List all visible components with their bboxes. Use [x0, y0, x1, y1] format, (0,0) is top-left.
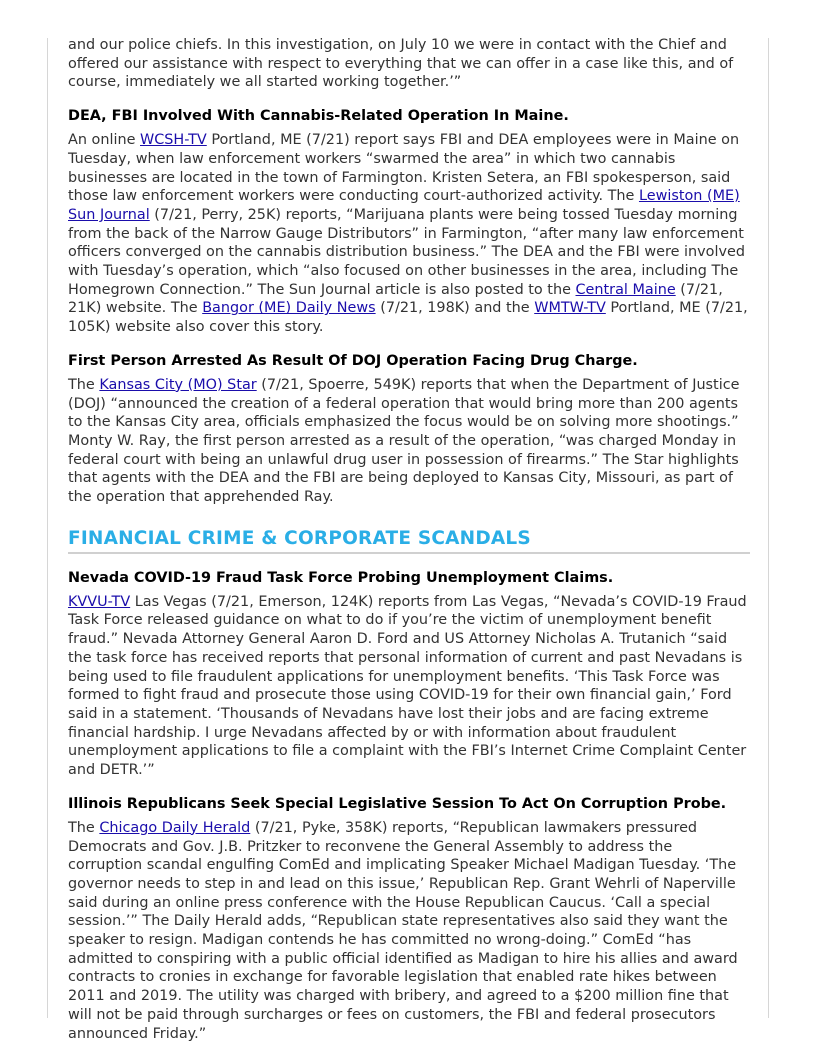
article-text: The — [68, 376, 100, 393]
article — [68, 569, 750, 795]
article — [68, 795, 750, 1058]
article-headline: Nevada COVID-19 Fraud Task Force Probing Unemployment Claims. — [68, 569, 614, 586]
article-text: An online — [68, 132, 141, 149]
source-link[interactable]: Central Maine — [575, 281, 676, 298]
article-body — [68, 819, 750, 1043]
source-link[interactable]: KVVU-TV — [68, 593, 131, 610]
article-list-bottom — [68, 569, 750, 1058]
article-text: Las Vegas (7/21, Emerson, 124K) reports from Las Vegas, “Nevada’s COVID-19 Fraud Task Force released guidance on what to do if you’re the victim of unemployment benefit fraud.” Nevada Attorney General Aaron D. Ford and US Attorney Nicholas A. Trutanich “said the task force has received reports that personal information of current and past Nevadans is being used to file fraudulent applications for unemployment benefits. ‘This Task Force was formed to fight fraud and prosecute those using COVID-19 for their own financial gain,’ Ford said in a statement. ‘Thousands of Nevadans have lost their jobs and are facing extreme financial hardship. I urge Nevadans affected by or with information about fraudulent unemployment applications to file a complaint with the FBI’s Internet Crime Complaint Center and DETR.’” — [68, 593, 747, 779]
article-text: (7/21, 198K) and the — [375, 300, 535, 317]
section-title: FINANCIAL CRIME & CORPORATE SCANDALS — [68, 528, 750, 554]
source-link[interactable]: WMTW-TV — [534, 300, 606, 317]
article-text: (7/21, 21K) website. The — [68, 281, 723, 317]
source-link[interactable]: Lewiston (ME) Sun Journal — [68, 188, 740, 223]
source-link[interactable]: WCSH-TV — [140, 132, 207, 149]
article-text: (7/21, Pyke, 358K) reports, “Republican lawmakers pressured Democrats and Gov. J.B. Pritzker to reconvene the General Assembly to address the corruption scandal engulfing ComEd and implicating Speaker Michael Madigan Tuesday. ‘The governor needs to step in and lead on this issue,’ Republican Rep. Grant Wehrli of Naperville said during an online press conference with the House Republican Caucus. ‘Call a special session.’” The Daily Herald adds, “Republican state representatives also said they want the speaker to resign. Madigan contends he has committed no wrong-doing.” ComEd “has admitted to conspiring with a public official identified as Madigan to hire his allies and award contracts to cronies in exchange for favorable legislation that enabled rate hikes between 2011 and 2019. The utility was charged with bribery, and agreed to a $200 million fine that will not be paid through surcharges or fees on customers, the FBI and federal prosecutors announced Friday.” — [68, 819, 738, 1042]
source-link[interactable]: Chicago Daily Herald — [99, 819, 251, 836]
source-link[interactable]: Bangor (ME) Daily News — [202, 300, 376, 317]
article — [68, 107, 750, 352]
article-text: Portland, ME (7/21) report says FBI and DEA employees were in Maine on Tuesday, when law enforcement workers “swarmed the area” in which two cannabis businesses are located in the town of Farmington. Kristen Setera, an FBI spokesperson, said those law enforcement workers were conducting court-authorized activity. The — [68, 132, 740, 205]
article-body — [68, 593, 750, 780]
intro-paragraph: and our police chiefs. In this investigation, on July 10 we were in contact with the Chief and offered our assistance with respect to everything that we can offer in a case like this, and of course, immediately we all started working together.’” — [68, 37, 734, 91]
article-headline: First Person Arrested As Result Of DOJ Operation Facing Drug Charge. — [68, 352, 638, 369]
article-headline: DEA, FBI Involved With Cannabis-Related Operation In Maine. — [68, 108, 569, 125]
article-text: The — [68, 819, 100, 836]
article-list-top — [68, 107, 750, 522]
article-text: Portland, ME (7/21, 105K) website also cover this story. — [68, 300, 748, 336]
article-headline: Illinois Republicans Seek Special Legislative Session To Act On Corruption Probe. — [68, 795, 727, 812]
article — [68, 352, 750, 522]
article-text: (7/21, Perry, 25K) reports, “Marijuana plants were being tossed Tuesday morning from the back of the Narrow Gauge Distributors” in Farmington, “after many law enforcement officers converged on the cannabis distribution business.” The DEA and the FBI were involved with Tuesday’s operation, which “also focused on other businesses in the area, including The Homegrown Connection.” The Sun Journal article is also posted to the — [68, 206, 745, 298]
article-body — [68, 376, 750, 507]
page-left-border — [47, 38, 48, 1018]
newsletter-content — [68, 36, 750, 1058]
page-right-border — [768, 38, 769, 1018]
source-link[interactable]: Kansas City (MO) Star — [99, 376, 257, 393]
article-body — [68, 131, 750, 337]
article-text: (7/21, Spoerre, 549K) reports that when the Department of Justice (DOJ) “announced the creation of a federal operation that would bring more than 200 agents to the Kansas City area, officials emphasized the focus would be on solving more shootings.” Monty W. Ray, the first person arrested as a result of the operation, “was charged Monday in federal court with being an unlawful drug user in possession of firearms.” The Star highlights that agents with the DEA and the FBI are being deployed to Kansas City, Missouri, as part of the operation that apprehended Ray. — [68, 376, 740, 506]
